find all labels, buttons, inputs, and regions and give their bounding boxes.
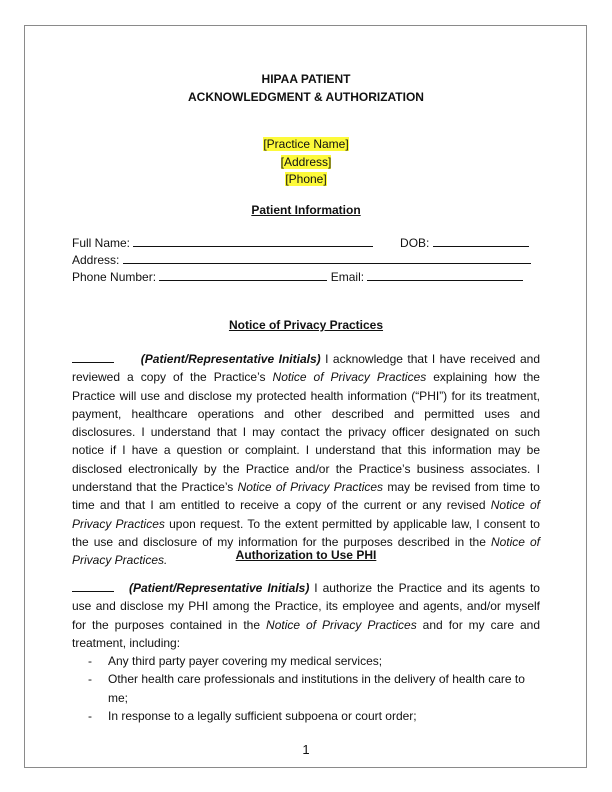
full-name-row bbox=[72, 235, 540, 253]
full-name-label: Full Name: bbox=[72, 236, 131, 250]
list-item: - In response to a legally sufficient subpoena or court order; bbox=[88, 708, 417, 723]
authorization-list bbox=[88, 652, 540, 725]
dob-label: DOB: bbox=[400, 236, 430, 250]
practice-address: [Address] bbox=[280, 154, 332, 169]
dob-field[interactable] bbox=[433, 235, 529, 247]
practice-phone: [Phone] bbox=[285, 172, 327, 186]
notice-initials-field[interactable] bbox=[72, 351, 114, 363]
email-label: Email: bbox=[330, 270, 365, 284]
authorization-heading: Authorization to Use PHI bbox=[235, 548, 377, 562]
practice-block bbox=[72, 136, 540, 189]
phone-email-row bbox=[72, 269, 540, 287]
authorization-initials-field[interactable] bbox=[72, 580, 114, 592]
address-label: Address: bbox=[72, 253, 120, 267]
address-field[interactable] bbox=[123, 252, 531, 264]
title-line-2: ACKNOWLEDGMENT & AUTHORIZATION bbox=[188, 90, 424, 104]
practice-name: [Practice Name] bbox=[263, 137, 349, 151]
notice-paragraph: (Patient/Representative Initials) I acknowledge that I have received and reviewed a copy of the Practice’s Notice of Privacy Practices explaining how the Practice will use and disclose my protected health information (“PHI”) for its treatment, payment, healthcare operations and other described and permitted uses and disclosures. I understand that I may contact the privacy officer designated on such notice if I have a question or complaint. I understand that this information may be disclosed electronically by the Practice and/or the Practice’s business associates. I understand that the Practice’s Notice of Privacy Practices may be revised from time to time and that I am entitled to receive a copy of the current or any revised Notice of Privacy Practices upon request. To the extent permitted by applicable law, I consent to the use and disclosure of my information for the purposes described in the Notice of Privacy Practices. bbox=[72, 352, 541, 568]
notice-heading: Notice of Privacy Practices bbox=[228, 318, 384, 332]
authorization-initials-label: (Patient/Representative Initials) bbox=[128, 581, 310, 595]
notice-initials-label: (Patient/Representative Initials) bbox=[140, 352, 321, 366]
full-name-field[interactable] bbox=[133, 235, 373, 247]
title-line-1: HIPAA PATIENT bbox=[261, 72, 351, 86]
list-item: - Other health care professionals and institutions in the delivery of health care to me; bbox=[88, 672, 525, 705]
phone-field[interactable] bbox=[159, 269, 327, 281]
patient-info-heading: Patient Information bbox=[251, 203, 361, 217]
address-row bbox=[72, 252, 540, 270]
phone-label: Phone Number: bbox=[72, 270, 157, 284]
page-number: 1 bbox=[302, 742, 310, 757]
list-item: - Any third party payer covering my medical services; bbox=[88, 654, 383, 668]
authorization-paragraph: (Patient/Representative Initials) I authorize the Practice and its agents to use and disclose my PHI among the Practice, its employee and agents, and/or myself for the purposes contained in the Notice of Privacy Practices and for my care and treatment, including: bbox=[72, 581, 541, 650]
document-title bbox=[72, 70, 540, 106]
email-field[interactable] bbox=[367, 269, 523, 281]
